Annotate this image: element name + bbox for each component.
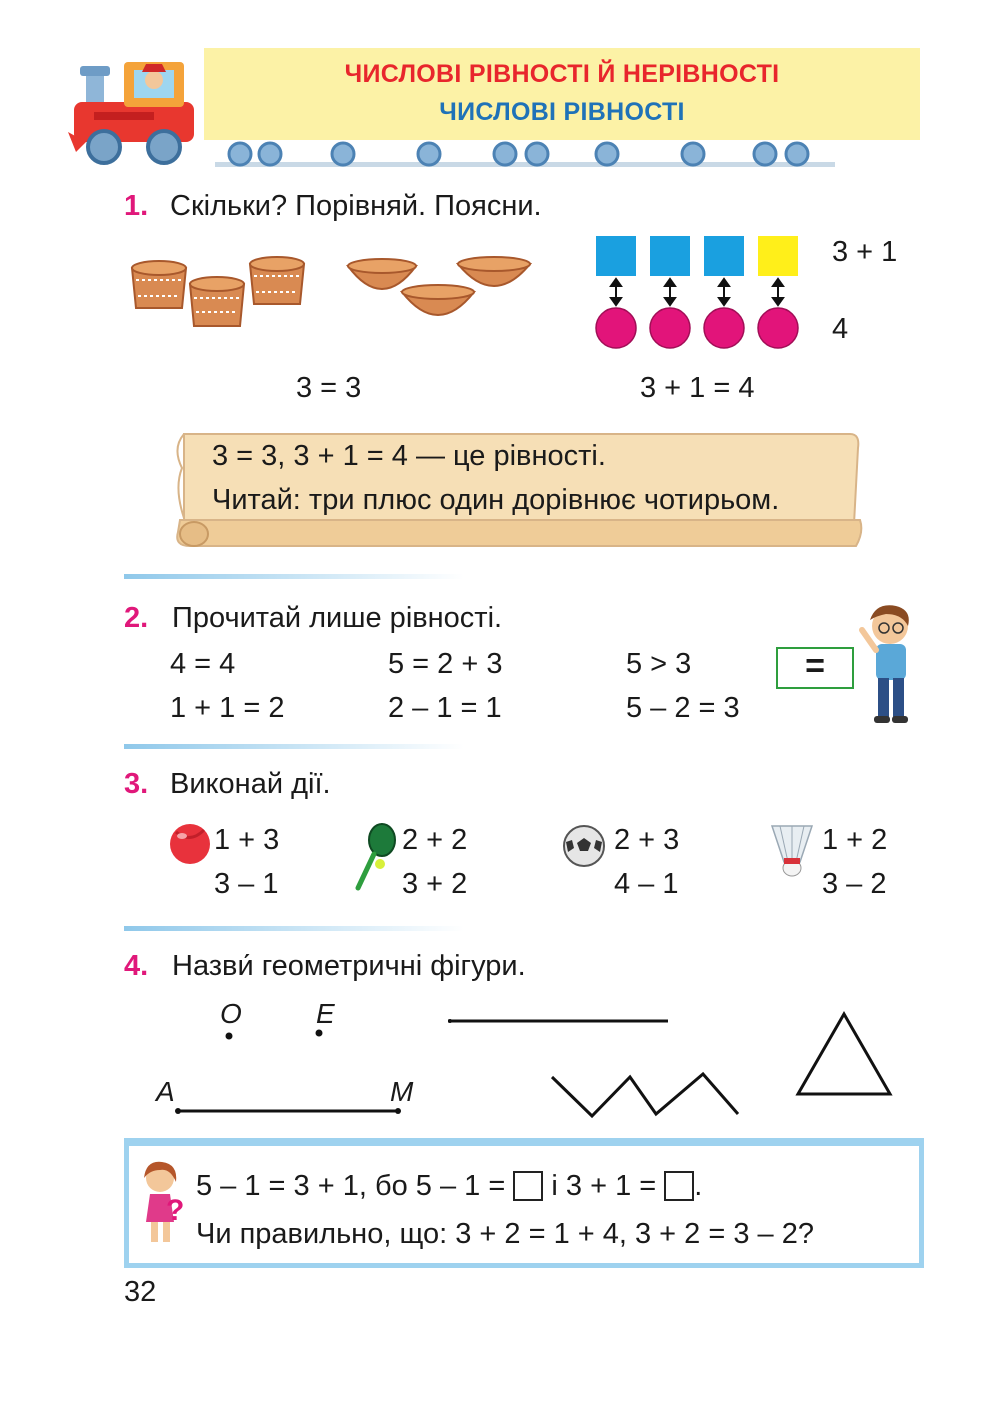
point-label-o: O xyxy=(220,998,242,1029)
equation-right: 3 + 1 = 4 xyxy=(640,372,755,404)
task2-text: Прочитай лише рівності. xyxy=(172,602,503,634)
task3-expression: 3 + 2 xyxy=(402,868,468,900)
task1-number: 1. xyxy=(124,190,149,222)
scroll-line-1: 3 = 3, 3 + 1 = 4 — це рівності. xyxy=(212,440,606,472)
task2-item: 4 = 4 xyxy=(170,648,236,680)
task4-number: 4. xyxy=(124,950,149,982)
task3-expression: 1 + 3 xyxy=(214,824,280,856)
task2-item: 5 = 2 + 3 xyxy=(388,648,503,680)
task2-number: 2. xyxy=(124,602,149,634)
task2-item: 5 – 2 = 3 xyxy=(626,692,740,724)
page-subtitle: ЧИСЛОВІ РІВНОСТІ xyxy=(439,98,685,126)
label-four: 4 xyxy=(832,313,849,345)
hint-line-1 xyxy=(196,1170,702,1203)
task3-expression: 1 + 2 xyxy=(822,824,888,856)
scroll-line-2: Читай: три плюс один дорівнює чотирьом. xyxy=(212,484,780,516)
task3-text: Виконай дії. xyxy=(170,768,331,800)
point-label-m: M xyxy=(390,1076,414,1107)
hint-line-1-end: . xyxy=(694,1170,703,1202)
page-number: 32 xyxy=(124,1276,157,1308)
svg-text:?: ? xyxy=(166,1194,185,1227)
equation-left: 3 = 3 xyxy=(296,372,362,404)
task3-expression: 3 – 2 xyxy=(822,868,887,900)
hint-line-1-part2: і 3 + 1 = xyxy=(551,1170,657,1202)
task3-expression: 2 + 2 xyxy=(402,824,468,856)
label-three-plus-one: 3 + 1 xyxy=(832,236,898,268)
point-label-a: A xyxy=(156,1076,175,1107)
point-label-e: E xyxy=(316,998,335,1029)
hint-line-1-part1: 5 – 1 = 3 + 1, бо 5 – 1 = xyxy=(196,1170,506,1202)
task3-expression: 2 + 3 xyxy=(614,824,680,856)
task3-expression: 4 – 1 xyxy=(614,868,679,900)
task2-item: 2 – 1 = 1 xyxy=(388,692,502,724)
equals-badge: = xyxy=(776,647,854,689)
task2-item: 1 + 1 = 2 xyxy=(170,692,285,724)
answer-box[interactable] xyxy=(664,1171,694,1201)
task3-expression: 3 – 1 xyxy=(214,868,279,900)
hint-line-2: Чи правильно, що: 3 + 2 = 1 + 4, 3 + 2 = 3 – 2? xyxy=(196,1218,814,1250)
task1-text: Скільки? Порівняй. Поясни. xyxy=(170,190,542,222)
answer-box[interactable] xyxy=(513,1171,543,1201)
task3-number: 3. xyxy=(124,768,149,800)
task4-text: Назви́ геометричні фігури. xyxy=(172,950,526,982)
task2-item: 5 > 3 xyxy=(626,648,692,680)
girl-question-icon xyxy=(136,1158,186,1250)
page-title: ЧИСЛОВІ РІВНОСТІ Й НЕРІВНОСТІ xyxy=(344,60,780,88)
